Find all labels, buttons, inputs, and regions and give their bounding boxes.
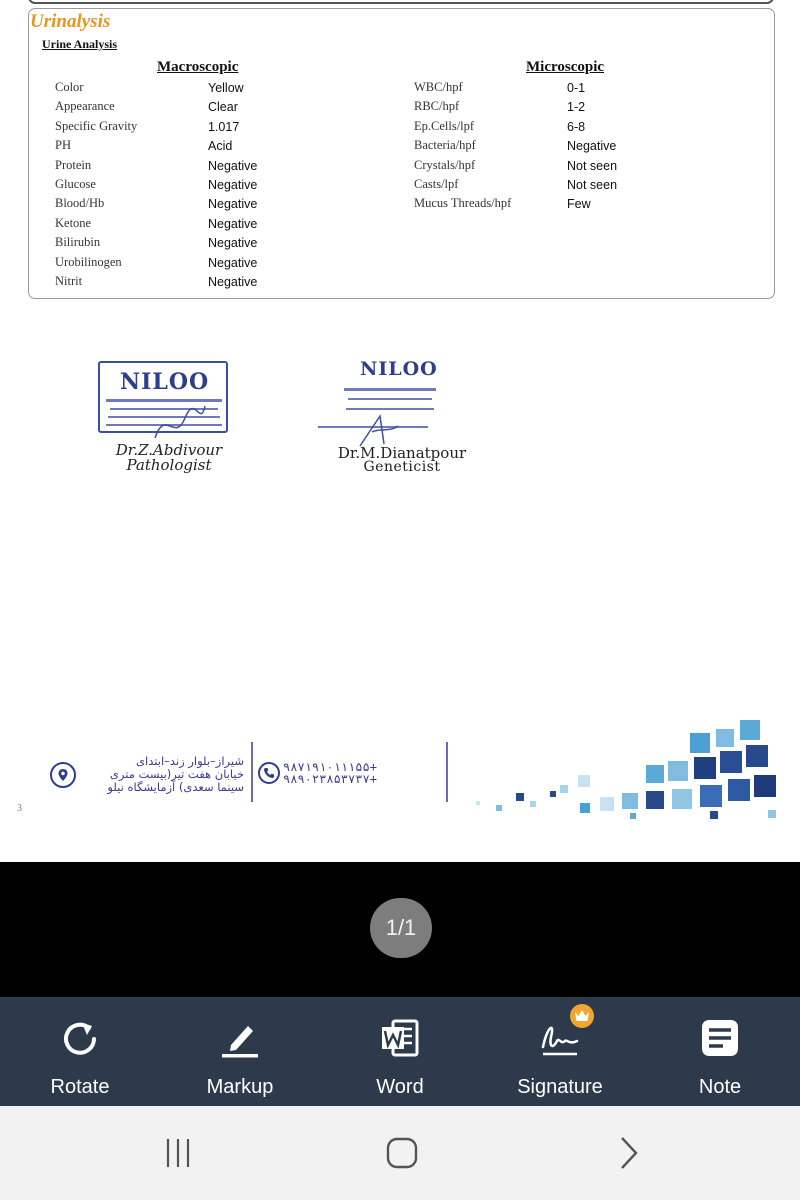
location-pin-icon [50,762,76,788]
stamp-logo: NILOO [360,358,438,380]
test-value: Clear [208,100,238,115]
test-label: Specific Gravity [55,118,138,133]
test-value: Negative [208,177,258,192]
test-value: 1.017 [208,119,240,134]
test-label: Appearance [55,99,115,114]
rotate-icon [59,1017,101,1059]
test-label: Bilirubin [55,235,101,250]
test-value: Few [567,197,591,212]
decorative-squares-icon [450,715,780,825]
stamp-logo: NILOO [120,369,210,395]
page-number: 3 [17,803,22,814]
pathologist-title: Pathologist [126,456,212,474]
test-label: Ep.Cells/lpf [414,118,475,133]
test-label: Ketone [55,215,92,230]
test-label: Urobilinogen [55,254,122,269]
crown-icon [570,1004,594,1028]
test-value: Acid [208,139,233,154]
test-label: Crystals/hpf [414,157,476,172]
test-value: Negative [208,274,258,289]
markup-label: Markup [206,1076,274,1098]
recent-apps-icon [161,1136,195,1170]
phone-icon [258,762,280,784]
test-label: Nitrit [55,273,83,288]
macroscopic-heading: Macroscopic [157,59,239,75]
urinalysis-box [28,8,775,299]
recent-apps-button[interactable] [148,1131,208,1175]
rotate-label: Rotate [50,1076,110,1098]
test-value: Negative [208,158,258,173]
test-value: Negative [567,139,617,154]
test-label: RBC/hpf [414,99,460,114]
test-label: Glucose [55,176,96,191]
microscopic-heading: Microscopic [526,59,605,75]
note-icon [699,1017,741,1059]
test-value: Negative [208,236,258,251]
address-line: شیراز–بلوار زند–ابتدای [136,754,244,768]
back-icon [611,1136,645,1170]
signature-button[interactable] [480,997,640,1106]
lab-phone-numbers [283,761,377,785]
test-label: Casts/lpf [414,176,459,191]
address-line: خیابان هفت تیر(بیست متری [109,767,244,781]
test-label: Bacteria/hpf [414,138,476,153]
pathologist-name: Dr.Z.Abdivour [115,441,223,459]
page-indicator: 1/1 [370,898,432,958]
test-value: 6-8 [567,119,586,134]
test-value: Negative [208,255,258,270]
test-label: Mucus Threads/hpf [414,196,512,211]
test-label: Blood/Hb [55,196,105,211]
geneticist-title: Geneticist [363,459,441,475]
lab-address [78,755,244,794]
address-line: سینما سعدی) آزمایشگاه نیلو [107,780,244,794]
test-value: Not seen [567,158,618,173]
previous-section-frame [28,0,774,4]
test-value: Negative [208,197,258,212]
phone-number: +۹۸۹۰۲۳۸۵۳۷۳۷ [283,772,377,786]
test-value: 1-2 [567,100,586,115]
geneticist-name: Dr.M.Dianatpour [337,444,467,462]
markup-button[interactable] [160,997,320,1106]
bottom-toolbar [0,997,800,1106]
phone-number: +۹۸۷۱۹۱۰۱۱۱۵۵ [283,760,377,774]
pencil-icon [219,1017,261,1059]
home-button[interactable] [372,1131,432,1175]
test-value: Yellow [208,81,244,95]
note-label: Note [698,1076,742,1098]
test-label: WBC/hpf [414,80,463,94]
test-value: 0-1 [567,81,586,95]
section-title: Urinalysis [30,11,111,32]
rotate-button[interactable] [0,997,160,1106]
system-navigation-bar [0,1106,800,1200]
home-icon [385,1136,419,1170]
word-label: Word [376,1076,424,1098]
footer-divider [446,742,448,802]
test-label: PH [55,138,71,153]
section-subtitle: Urine Analysis [42,37,118,51]
test-value: Negative [208,216,258,231]
note-button[interactable] [640,997,800,1106]
signature-label: Signature [517,1076,603,1098]
footer-divider [251,742,253,802]
word-button[interactable] [320,997,480,1106]
back-button[interactable] [598,1131,658,1175]
test-value: Not seen [567,177,618,192]
test-label: Protein [55,157,92,172]
test-label: Color [55,80,84,94]
word-icon [379,1017,421,1059]
